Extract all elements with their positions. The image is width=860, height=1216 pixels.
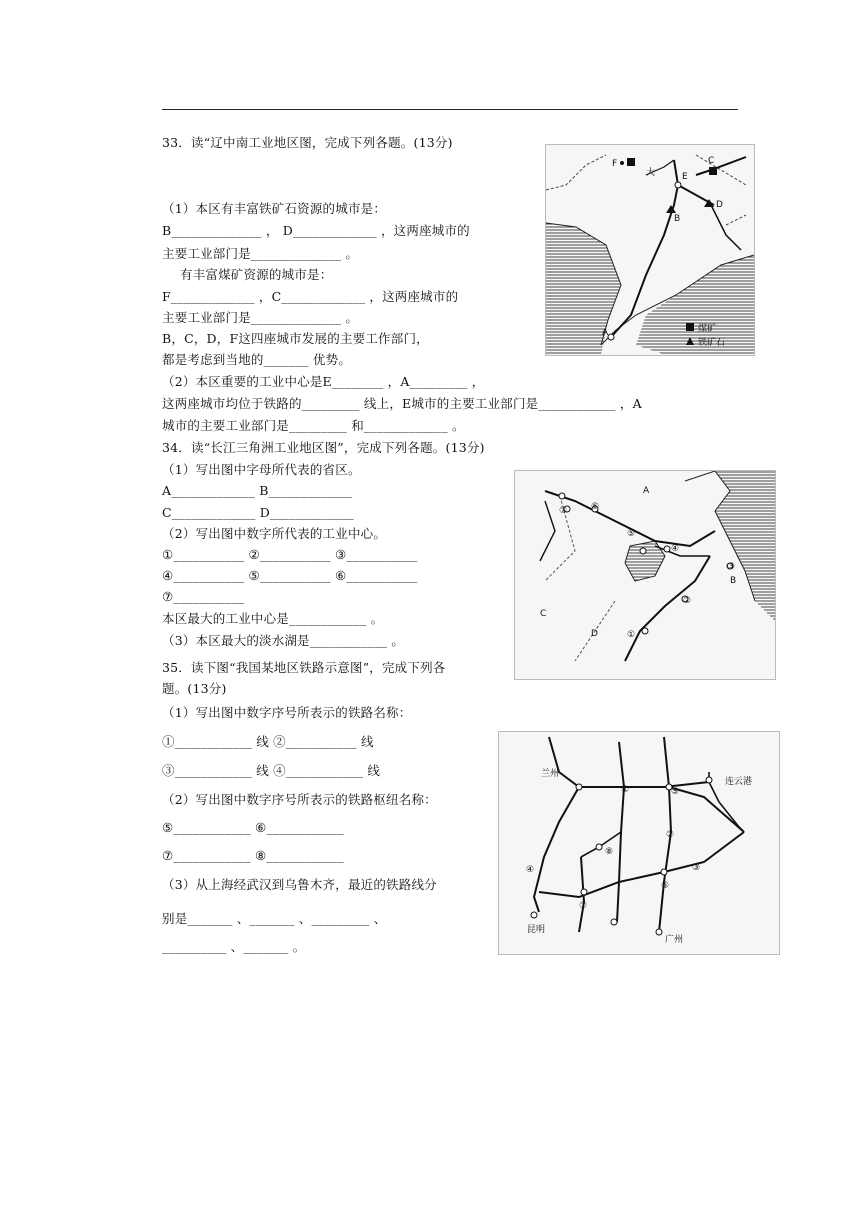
legend-iron: 铁矿石 — [698, 338, 726, 348]
map-num-3: ③ — [692, 863, 701, 873]
q33-line: F_____________ ，C_____________ ，这两座城市的 — [162, 289, 459, 304]
q34-line: ⑦___________ — [162, 589, 245, 604]
q33-line: 主要工业部门是______________ 。 — [162, 246, 359, 261]
map-num-7: ⑦ — [559, 506, 568, 516]
q34-line: C_____________ D_____________ — [162, 505, 354, 520]
map-label-F: F — [612, 159, 618, 169]
map-num-1: ① — [627, 630, 636, 640]
map-label-da: 大 — [646, 168, 656, 178]
map-label-B: B — [674, 214, 681, 224]
q34-line: （3）本区最大的淡水湖是____________ 。 — [162, 633, 405, 648]
q35-title-cont: 题。(13分) — [162, 681, 227, 696]
city-lianyungang: 连云港 — [725, 777, 753, 787]
map-label-D: D — [716, 200, 723, 210]
map-num-1: ① — [621, 785, 630, 795]
q34-line: A_____________ B_____________ — [162, 483, 353, 498]
yangtze-delta-map — [514, 470, 776, 680]
q35-line: __________ 、_______ 。 — [162, 939, 306, 954]
q33-line: （2）本区重要的工业中心是E________ ，A_________ ， — [162, 374, 485, 389]
q33-line: 城市的主要工业部门是_________ 和_____________ 。 — [162, 418, 465, 433]
map-num-4: ④ — [671, 544, 680, 554]
q34-title: 34．读“长江三角洲工业地区图”，完成下列各题。(13分) — [162, 440, 485, 455]
map-label-B: B — [730, 576, 737, 586]
map-num-2: ② — [666, 830, 675, 840]
q35-line: ③____________ 线 ④____________ 线 — [162, 763, 381, 778]
map-num-6: ⑥ — [661, 881, 670, 891]
city-kunming: 昆明 — [527, 925, 546, 935]
map-label-C: C — [540, 609, 547, 619]
q34-line: （2）写出图中数字所代表的工业中心。 — [162, 526, 387, 541]
map-num-2: ② — [683, 596, 692, 606]
q33-line: 都是考虑到当地的_______ 优势。 — [162, 352, 352, 367]
q33-title: 33．读“辽中南工业地区图，完成下列各题。(13分) — [162, 135, 453, 150]
q34-line: 本区最大的工业中心是____________ 。 — [162, 611, 384, 626]
map-num-8: ⑧ — [605, 847, 614, 857]
city-lanzhou: 兰州 — [541, 769, 560, 779]
q35-line: （1）写出图中数字序号所表示的铁路名称： — [162, 705, 412, 720]
map-num-4: ④ — [526, 865, 535, 875]
map-label-A: A — [643, 486, 650, 496]
map-label-E: E — [682, 172, 688, 182]
map-num-7: ⑦ — [579, 901, 588, 911]
q35-line: （3）从上海经武汉到乌鲁木齐，最近的铁路线分 — [162, 877, 437, 892]
q33-line: B______________ ， D_____________ ，这两座城市的 — [162, 223, 470, 238]
q35-line: ⑦____________ ⑧____________ — [162, 848, 344, 863]
q33-line: 这两座城市均位于铁路的_________ 线上，E城市的主要工业部门是____________ ，A — [162, 396, 642, 411]
q34-line: （1）写出图中字母所代表的省区。 — [162, 462, 361, 477]
q35-line: ①____________ 线 ②___________ 线 — [162, 734, 374, 749]
q34-line: ①___________ ②___________ ③___________ — [162, 547, 418, 562]
q35-line: （2）写出图中数字序号所表示的铁路枢纽名称： — [162, 792, 437, 807]
map-label-C: C — [708, 156, 715, 166]
map-num-5: ⑤ — [627, 529, 636, 539]
railway-map — [498, 731, 780, 955]
q35-title: 35．读下图“我国某地区铁路示意图”，完成下列各 — [162, 660, 446, 675]
liaozhongnan-map — [545, 144, 755, 356]
header-rule — [162, 109, 738, 110]
q35-line: 别是_______ 、_______ 、_________ 、 — [162, 911, 387, 926]
map-num-6: ⑥ — [591, 502, 600, 512]
city-guangzhou: 广州 — [665, 935, 684, 945]
map-num-3: ③ — [727, 562, 736, 572]
map-label-D: D — [591, 629, 598, 639]
q35-line: ⑤____________ ⑥____________ — [162, 820, 344, 835]
legend-coal: 煤矿 — [698, 324, 717, 334]
map-num-5: ⑤ — [671, 787, 680, 797]
q33-line: （1）本区有丰富铁矿石资源的城市是： — [162, 201, 387, 216]
q33-line: 有丰富煤矿资源的城市是： — [180, 267, 333, 282]
q33-line: B，C，D，F这四座城市发展的主要工作部门， — [162, 331, 429, 346]
q34-line: ④___________ ⑤___________ ⑥___________ — [162, 568, 418, 583]
map-label-A: A — [602, 328, 609, 338]
q33-line: 主要工业部门是______________ 。 — [162, 310, 359, 325]
